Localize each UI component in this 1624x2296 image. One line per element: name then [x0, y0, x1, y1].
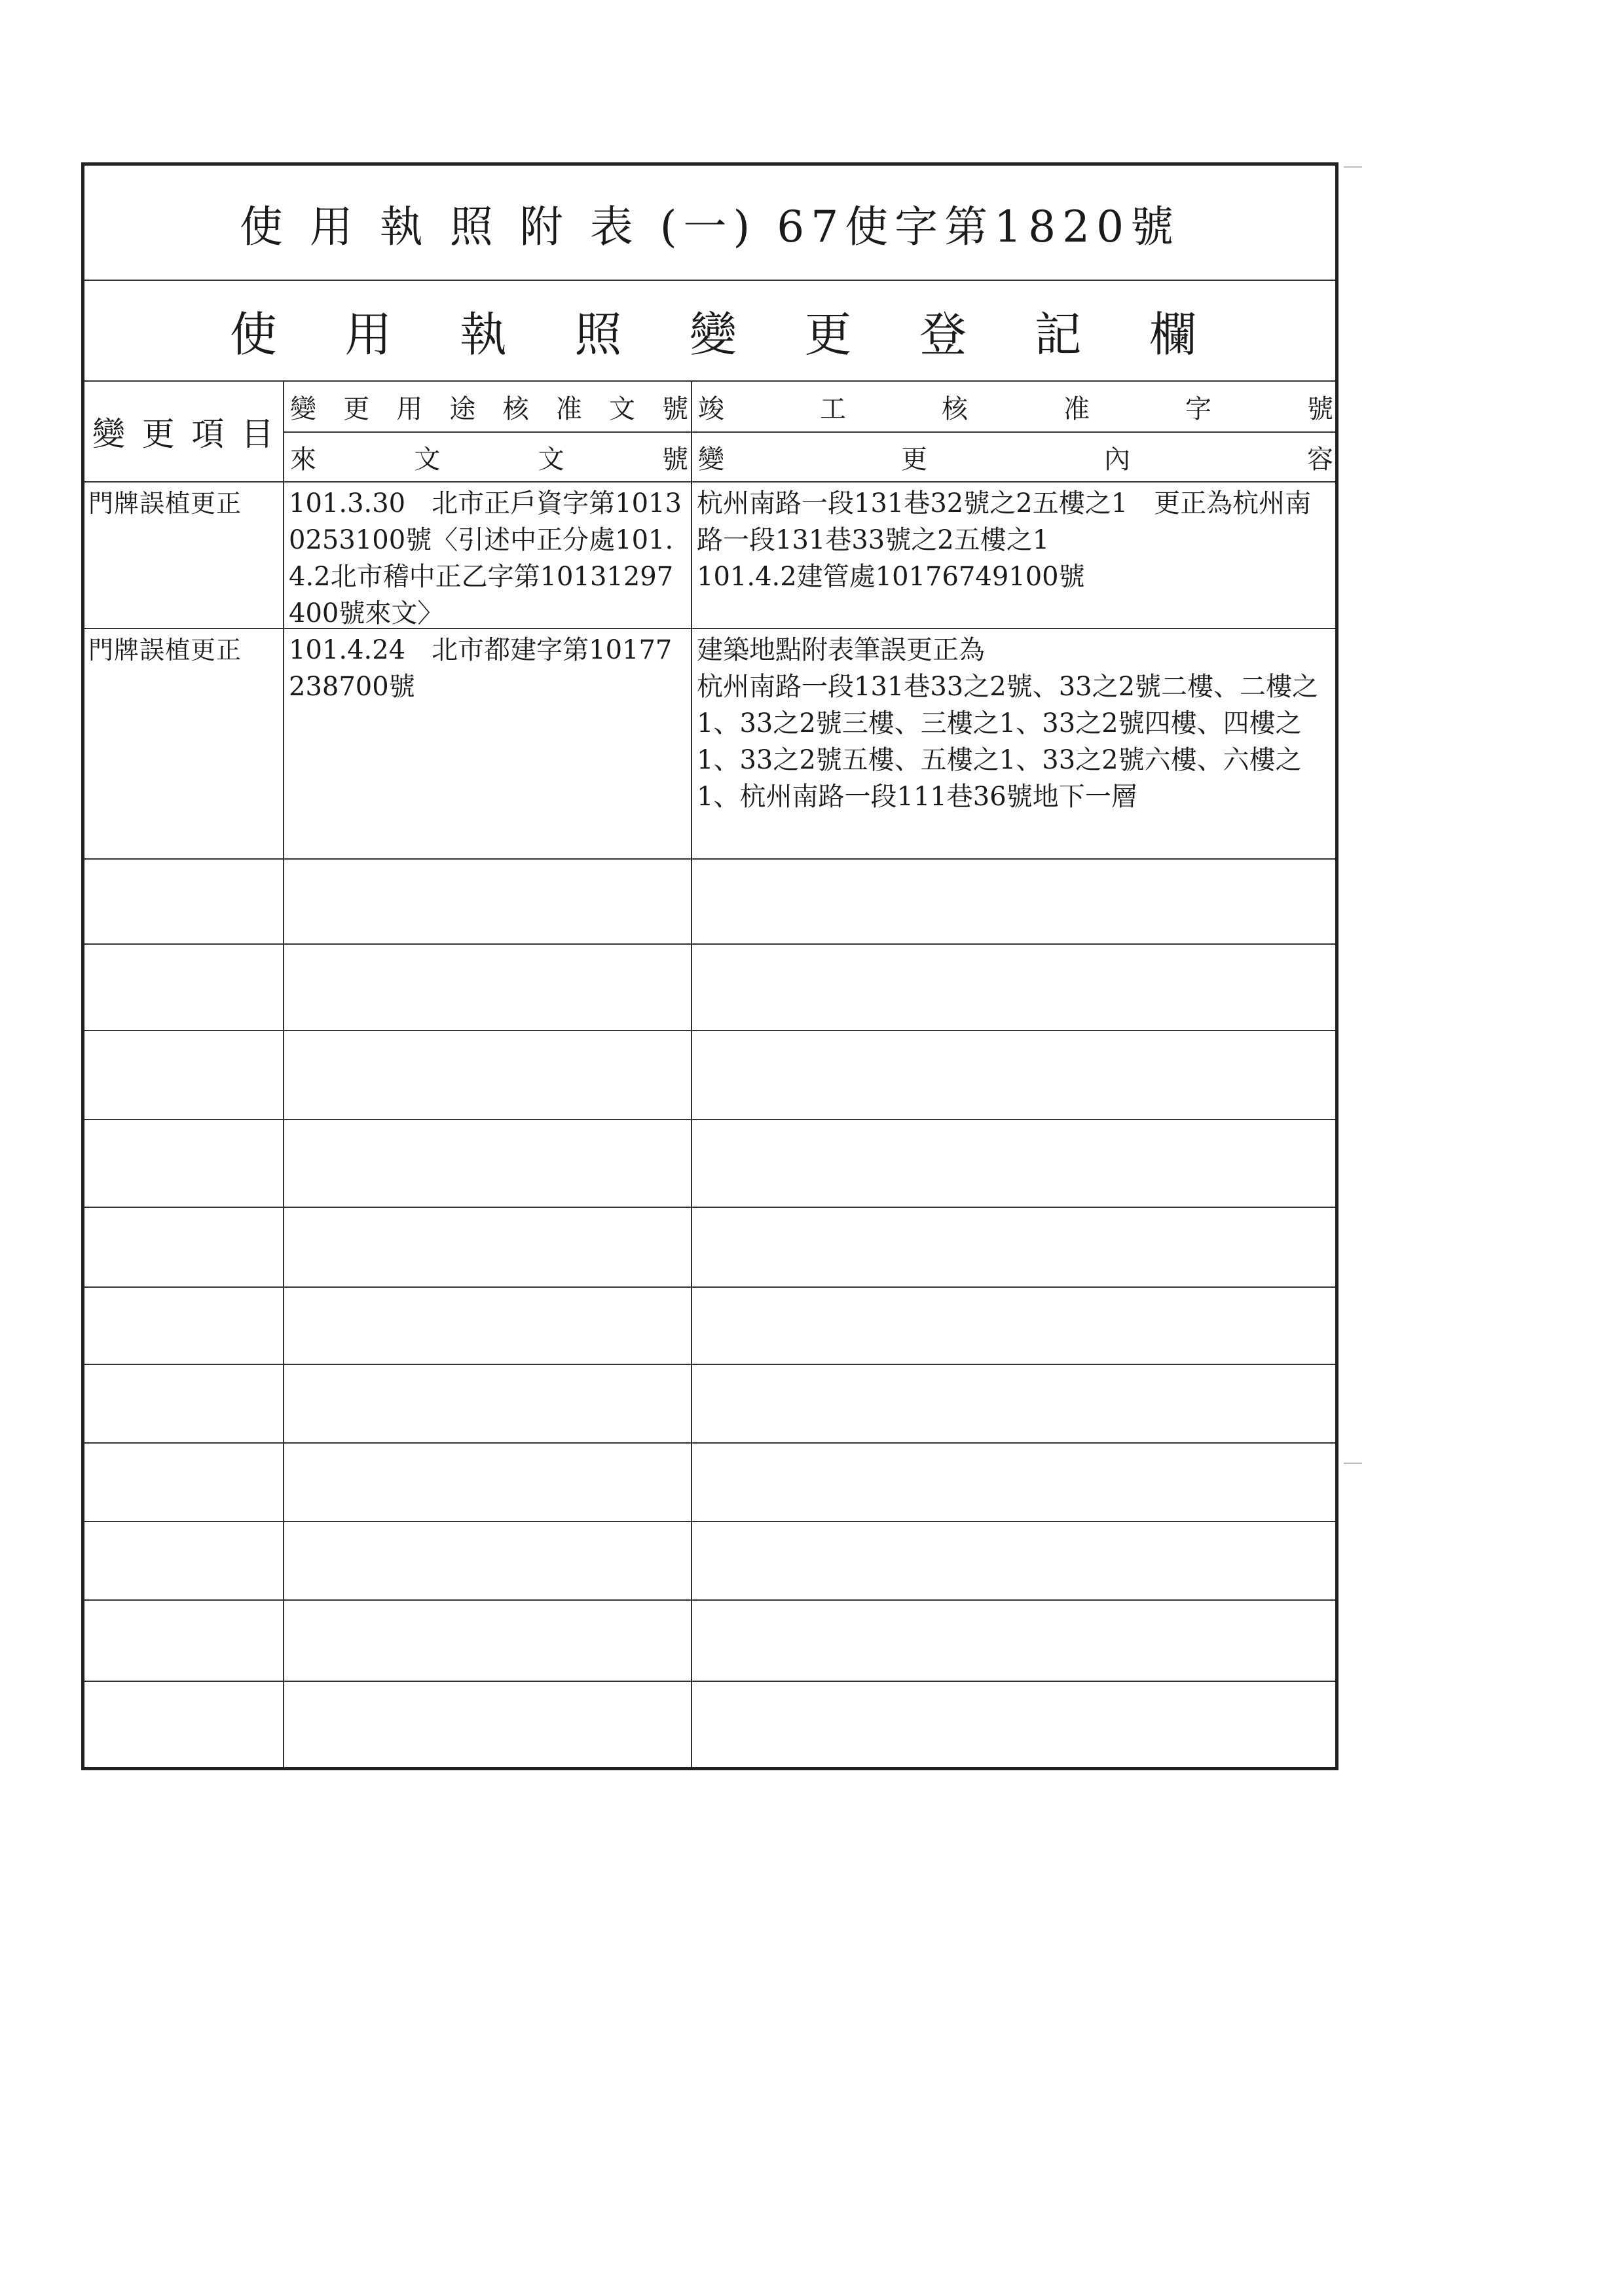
- heading-char: 更: [804, 307, 852, 362]
- row-2-document: 101.4.24 北市都建字第10177238700號: [289, 635, 673, 702]
- row-line: [84, 1442, 1335, 1444]
- row-1-content: 杭州南路一段131巷32號之2五樓之1 更正為杭州南路一段131巷33號之2五樓之1 101.4.2建管處10176749100號: [697, 488, 1312, 592]
- column-header-incoming-doc: 來 文 文 號: [290, 444, 688, 475]
- column-header-approval-doc: 變 更 用 途 核 准 文 號: [290, 393, 688, 424]
- change-register-form: [81, 162, 1338, 1770]
- heading-char: 用: [344, 307, 392, 362]
- header-subdivider: [284, 431, 1335, 433]
- row-line: [84, 1599, 1335, 1601]
- heading-char: 記: [1034, 307, 1082, 362]
- row-line: [84, 1030, 1335, 1031]
- form-title: 使 用 執 照 附 表 (一) 67使字第1820號: [239, 201, 1181, 252]
- row-1-item: 門牌誤植更正: [88, 489, 242, 518]
- row-line: [84, 858, 1335, 860]
- row-line: [84, 1119, 1335, 1120]
- column-header-item: 變 更 項 目: [92, 415, 274, 453]
- column-header-change-content: 變 更 內 容: [698, 444, 1333, 475]
- row-2-content: 建築地點附表筆誤更正為 杭州南路一段131巷33之2號、33之2號二樓、二樓之1、33之2號三樓、三樓之1、33之2號四樓、四樓之1、33之2號五樓、五樓之1、33之2號六樓、六樓之1、杭州南路一段111巷36號地下一層: [697, 635, 1319, 812]
- row-line: [84, 1521, 1335, 1522]
- scan-artifact: [1344, 1463, 1362, 1464]
- column-header-completion-no: 竣 工 核 准 字 號: [698, 393, 1333, 424]
- heading-char: 欄: [1149, 307, 1197, 362]
- row-2-item: 門牌誤植更正: [88, 636, 242, 665]
- heading-char: 登: [919, 307, 967, 362]
- row-1-document: 101.3.30 北市正戶資字第10130253100號〈引述中正分處101.4.2北市稽中正乙字第10131297400號來文〉: [289, 488, 682, 629]
- column-line: [691, 380, 692, 1767]
- row-line: [84, 1207, 1335, 1208]
- heading-char: 執: [459, 307, 507, 362]
- row-line: [84, 1364, 1335, 1365]
- heading-char: 使: [229, 307, 277, 362]
- register-heading: [84, 281, 1335, 380]
- row-line: [84, 1286, 1335, 1288]
- row-line: [84, 943, 1335, 945]
- heading-char: 變: [689, 307, 737, 362]
- column-line: [283, 380, 284, 1767]
- row-line: [84, 1681, 1335, 1682]
- scan-artifact: [1344, 166, 1362, 168]
- heading-char: 照: [574, 307, 622, 362]
